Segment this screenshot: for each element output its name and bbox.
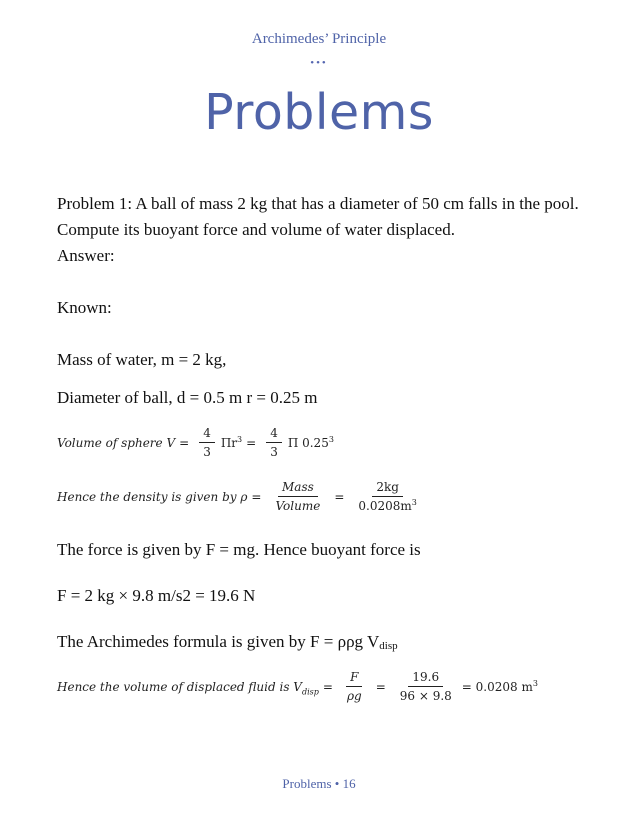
numerator: F (346, 670, 362, 687)
equation-lhs: Volume of sphere V (57, 435, 176, 450)
equation-lhs: Hence the density is given by ρ (57, 489, 248, 504)
equals-sign: = (179, 435, 190, 450)
equation-term: $\Pi r^3$ (220, 434, 243, 450)
displaced-volume-equation (57, 670, 538, 703)
denominator: $0.0208m^3$ (358, 498, 417, 513)
volume-equation (57, 426, 334, 459)
known-label: Known: (57, 298, 112, 317)
denominator: 3 (270, 445, 278, 459)
numerator: 4 (199, 426, 215, 443)
equals-sign: = (334, 489, 345, 504)
numerator: 4 (266, 426, 282, 443)
equation-result: = 0.0208 $m^3$ (461, 678, 538, 694)
fraction (343, 670, 366, 703)
fraction (354, 480, 420, 513)
page-footer: Problems • 16 (282, 776, 356, 791)
header-dots: ••• (310, 57, 328, 69)
equation-term: Π 0.25$^3$ (287, 434, 334, 450)
archimedes-line: The Archimedes formula is given by F = ρρg Vdisp (57, 632, 398, 652)
denominator: ρg (346, 689, 362, 703)
problem-statement: Problem 1: A ball of mass 2 kg that has a diameter of 50 cm falls in the pool. Compute its buoyant force and volume of water displaced. (57, 194, 579, 239)
page-header: Archimedes’ Principle (251, 31, 387, 47)
answer-label: Answer: (57, 246, 115, 265)
denominator: Volume (275, 499, 321, 513)
fraction (271, 480, 324, 513)
density-equation (57, 480, 427, 513)
force-calc: F = 2 kg × 9.8 m/s2 = 19.6 N (57, 586, 256, 605)
fraction (396, 670, 456, 703)
mass-line: Mass of water, m = 2 kg, (57, 350, 227, 369)
fraction (266, 426, 282, 459)
fraction (199, 426, 215, 459)
numerator: Mass (278, 480, 318, 497)
equals-sign: = (375, 679, 386, 694)
diameter-line: Diameter of ball, d = 0.5 m r = 0.25 m (57, 388, 318, 407)
numerator: 2kg (372, 480, 403, 497)
denominator: 3 (203, 445, 211, 459)
equals-sign: = (251, 489, 262, 504)
equals-sign: = (322, 679, 333, 694)
page-title: Problems (204, 84, 434, 141)
denominator: 96 × 9.8 (399, 689, 452, 703)
equals-sign: = (246, 435, 257, 450)
equation-lhs: Hence the volume of displaced fluid is $V_{disp}$ (57, 679, 319, 696)
force-line: The force is given by F = mg. Hence buoyant force is (57, 540, 421, 559)
numerator: 19.6 (408, 670, 443, 687)
